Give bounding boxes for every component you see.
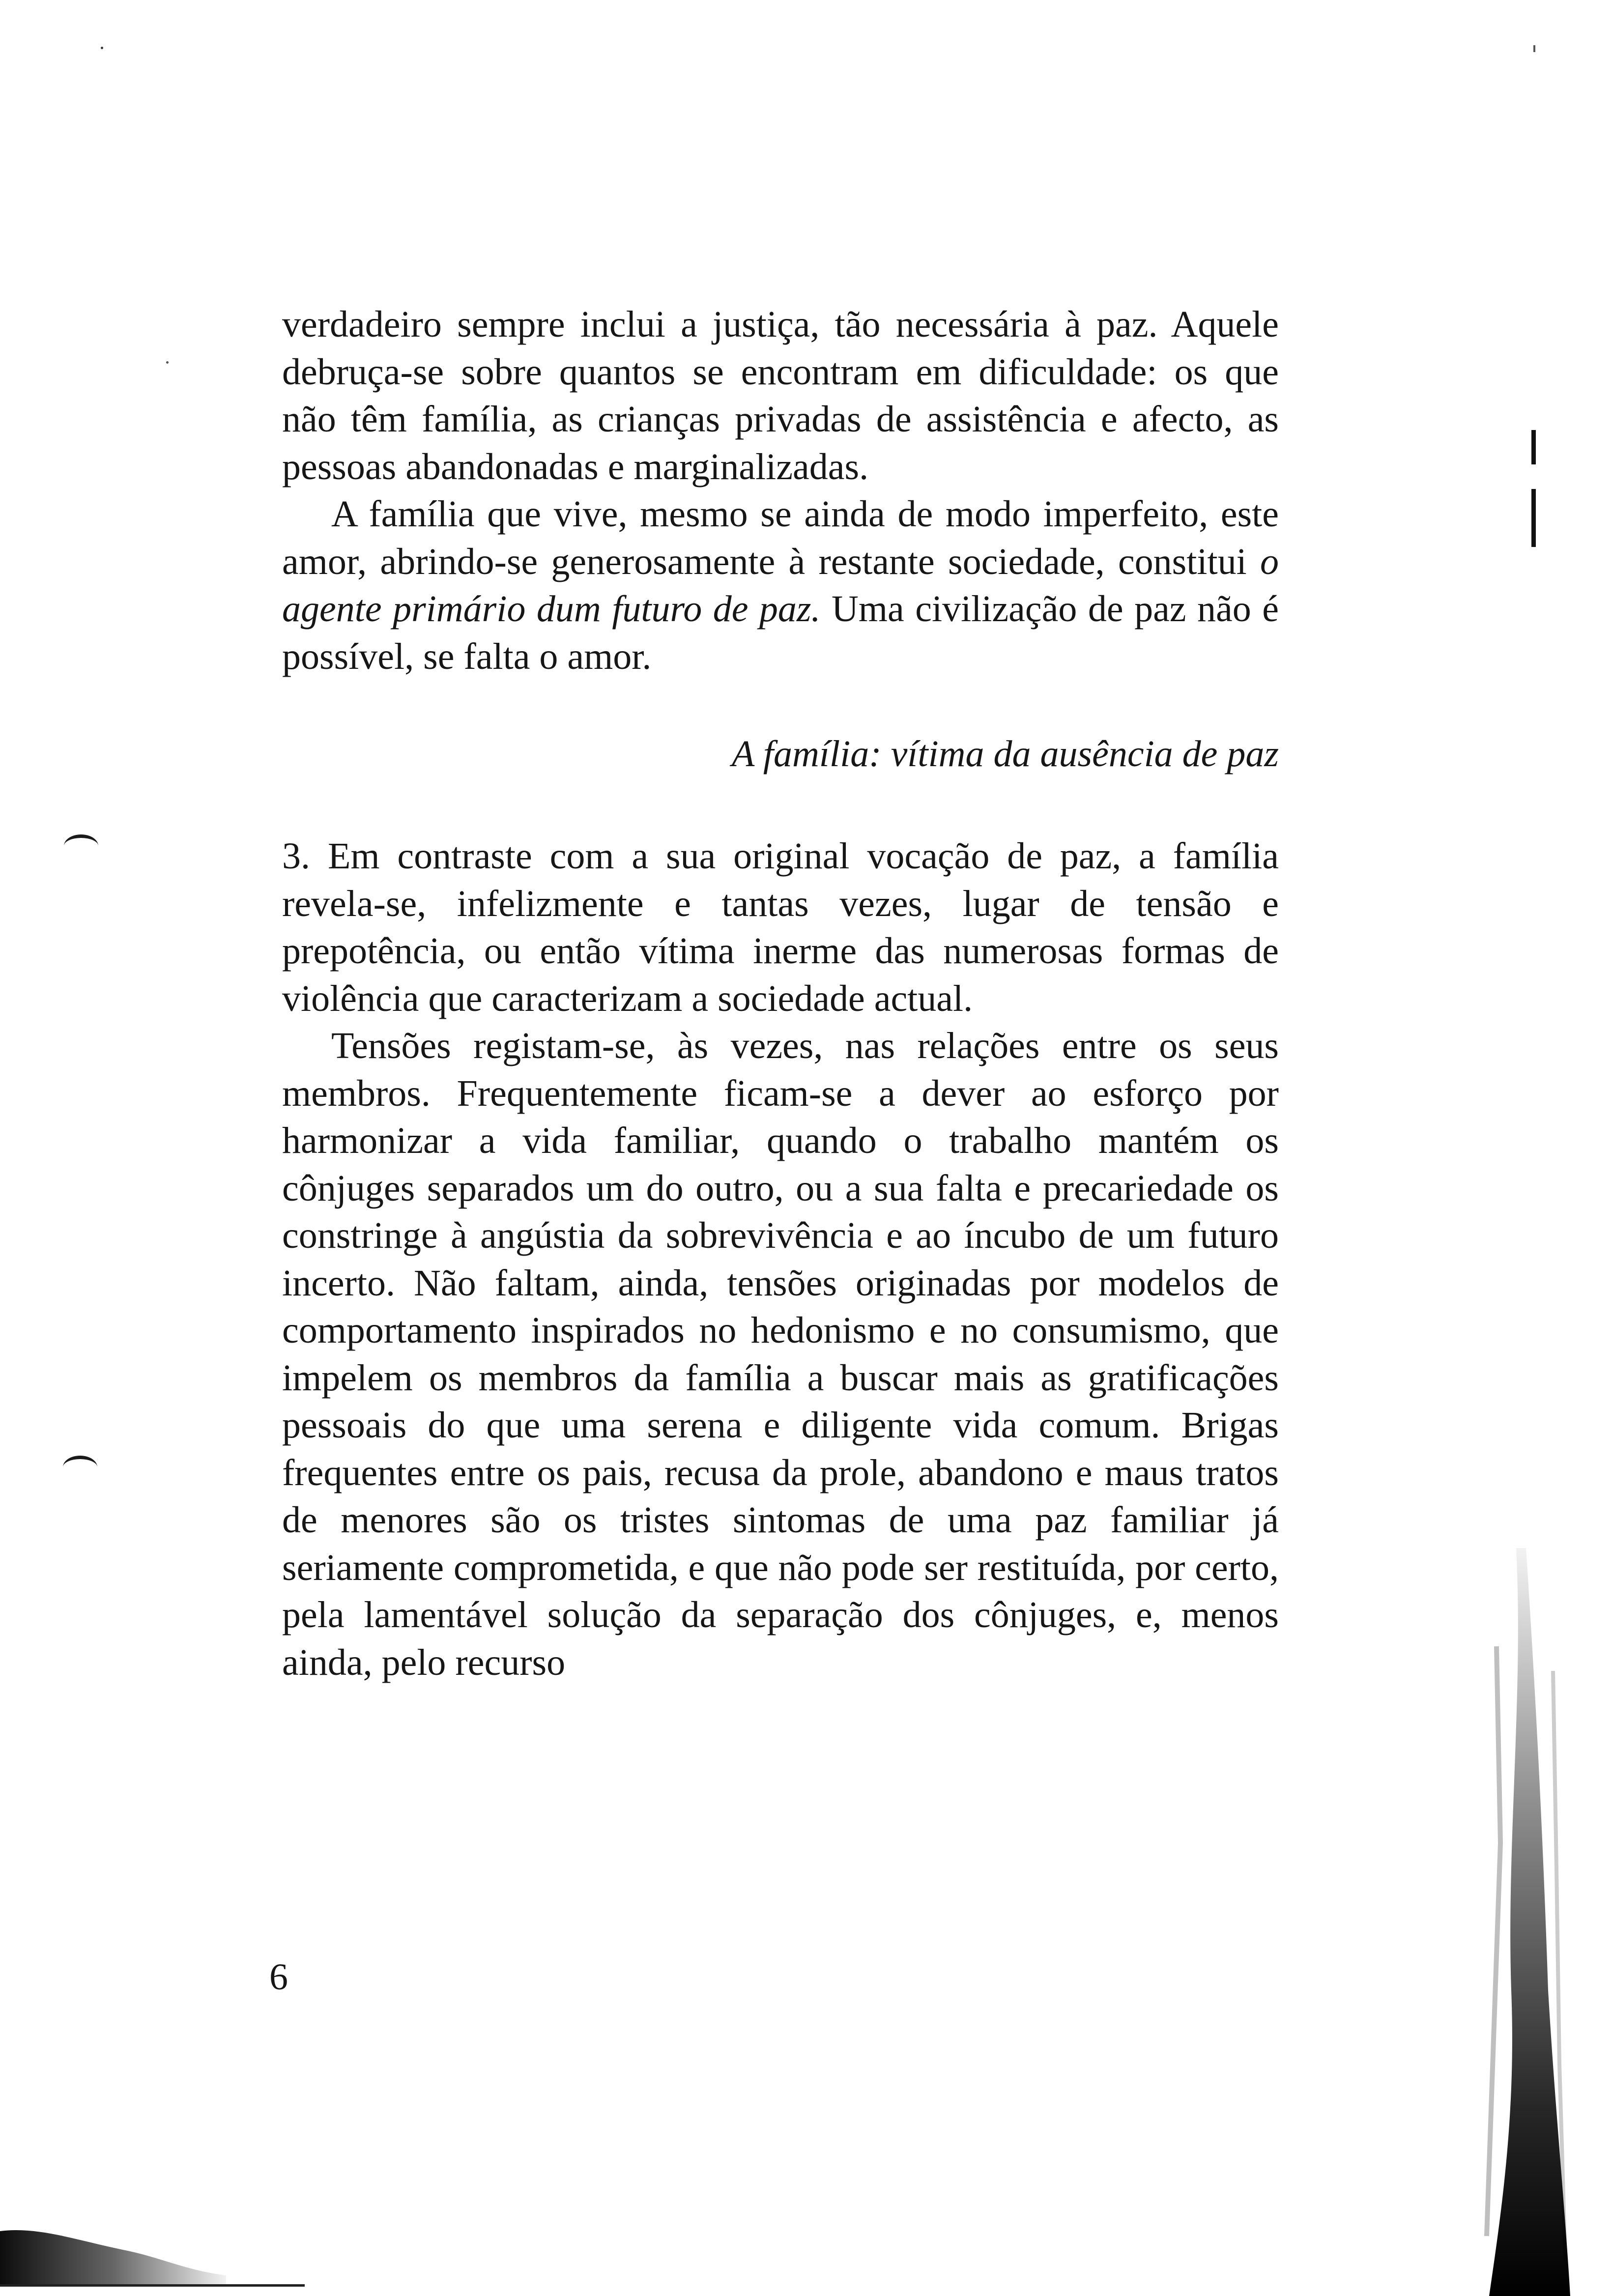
paragraph-family-love [282, 490, 1279, 680]
paragraph-section-3-text: Em contraste com a sua original vocação de paz, a família revela-se, infelizmente e tantas vezes, lugar de tensão e prepotência, ou então vítima inerme das numerosas formas de violência que caracterizam a sociedade actual. [282, 835, 1279, 1019]
page-number: 6 [269, 1956, 288, 1998]
paragraph-tensions-text: Tensões registam-se, às vezes, nas relações entre os seus membros. Frequentemente ficam-se a dever ao esforço por harmonizar a vida familiar, quando o trabalho mantém os cônjuges separados um do outro, ou a sua falta e precariedade os constringe à angústia da sobrevivência e ao íncubo de um futuro incerto. Não faltam, ainda, tensões originadas por modelos de comportamento inspirados no hedonismo e no consumismo, que impelem os membros da família a buscar mais as gratificações pessoais do que uma serena e diligente vida comum. Brigas frequentes entre os pais, recusa da prole, abandono e maus tratos de menores são os tristes sintomas de uma paz familiar já seriamente comprometida, e que não pode ser restituída, por certo, pela lamentável solução da separação dos cônjuges, e, menos ainda, pelo recurso [282, 1025, 1279, 1683]
scan-bar-right-lower [1531, 489, 1536, 547]
paragraph-family-love-tail: Uma civilização de paz não é possível, se falta o amor. [282, 588, 1279, 677]
paragraph-continuation-text: verdadeiro sempre inclui a justiça, tão necessária à paz. Aquele debruça-se sobre quantos se encontram em dificuldade: os que não têm família, as crianças privadas de assistência e afecto, as pessoas abandonadas e marginalizadas. [282, 304, 1279, 488]
scan-speck [1533, 45, 1535, 52]
scan-edge-shadow [1442, 1548, 1612, 2296]
section-number: 3. [282, 835, 310, 877]
scan-bottom-smudge [0, 2197, 305, 2296]
paragraph-continuation [282, 301, 1279, 490]
scan-mark-bottom-left [63, 1456, 97, 1479]
paragraph-tensions [282, 1022, 1279, 1686]
paragraph-section-3 [282, 832, 1279, 1022]
paragraph-family-love-emphasis: o agente primário dum futuro de paz. [282, 541, 1279, 630]
paragraph-family-love-text: A família que vive, mesmo se ainda de modo imperfeito, este amor, abrindo-se generosamente à restante sociedade, constitui [282, 493, 1279, 582]
scan-mark-top-left [64, 834, 98, 858]
scan-speck [166, 361, 169, 364]
scan-speck [101, 47, 103, 49]
body-text [282, 301, 1279, 1686]
scan-bar-right-upper [1531, 430, 1536, 464]
section-heading: A família: vítima da ausência de paz [731, 733, 1279, 775]
